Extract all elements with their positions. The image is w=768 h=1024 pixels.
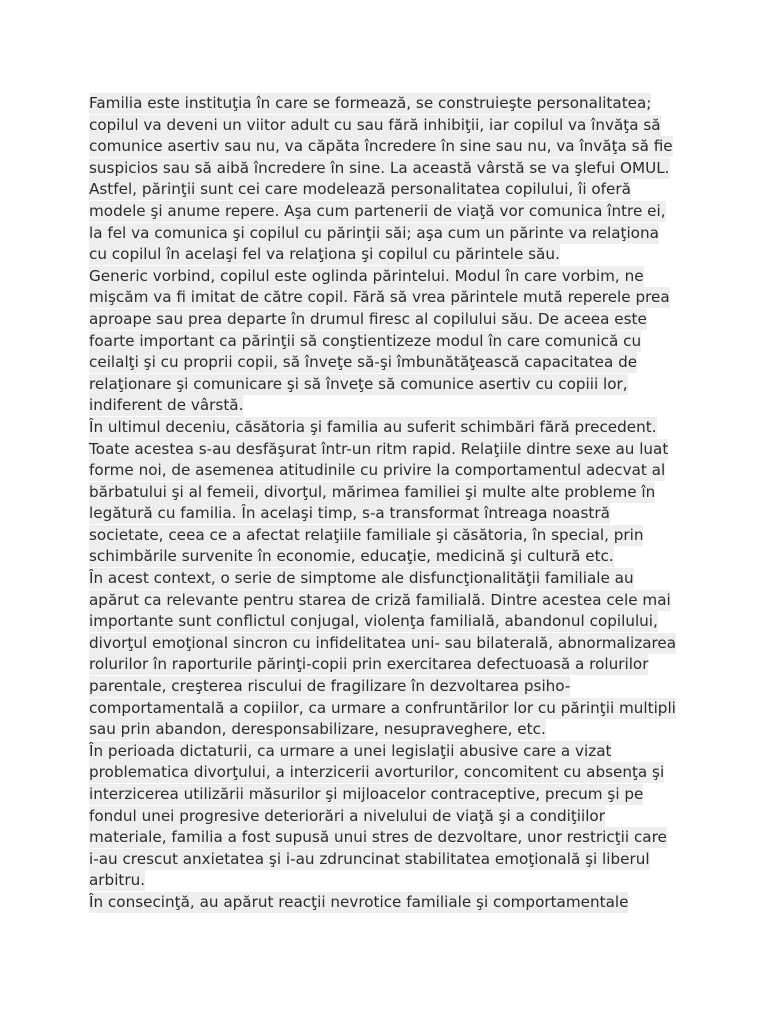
text-line: În ultimul deceniu, căsătoria şi familia au suferit schimbări fără precedent.	[89, 417, 657, 436]
text-line: importante sunt conflictul conjugal, violenţa familială, abandonul copilului,	[89, 612, 658, 631]
text-line: bărbatului şi al femeii, divorţul, mărimea familiei şi multe alte probleme în	[89, 482, 656, 501]
text-line: comportamentală a copiilor, ca urmare a confruntărilor lor cu părinţii multipli	[89, 698, 676, 717]
text-line: suspicios sau să aibă încredere în sine. La această vârstă se va şlefui OMUL.	[89, 158, 670, 177]
text-line: legătură cu familia. În acelaşi timp, s-a transformat întreaga noastră	[89, 504, 610, 523]
text-line: apărut ca relevante pentru starea de criză familială. Dintre acestea cele mai	[89, 590, 671, 609]
text-line: parentale, creşterea riscului de fragilizare în dezvoltarea psiho-	[89, 677, 571, 696]
text-line: cu copilul în acelaşi fel va relaţiona şi copilul cu părintele său.	[89, 245, 560, 264]
text-line: aproape sau prea departe în drumul firesc al copilului său. De aceea este	[89, 309, 647, 328]
text-line: i-au crescut anxietatea şi i-au zdruncinat stabilitatea emoţională şi liberul	[89, 849, 650, 868]
body-text	[89, 93, 689, 914]
text-line: Astfel, părinţii sunt cei care modelează personalitatea copilului, îi oferă	[89, 180, 631, 199]
text-line: mişcăm va fi imitat de către copil. Fără să vrea părintele mută reperele prea	[89, 288, 670, 307]
text-line: societate, ceea ce a afectat relaţiile familiale şi căsătoria, în special, prin	[89, 525, 644, 544]
text-line: modele şi anume repere. Aşa cum partenerii de viaţă vor comunica între ei,	[89, 201, 666, 220]
text-line: indiferent de vârstă.	[89, 396, 244, 415]
text-line: la fel va comunica şi copilul cu părinţii săi; aşa cum un părinte va relaţiona	[89, 223, 659, 242]
text-line: copilul va deveni un viitor adult cu sau fără inhibiţii, iar copilul va învăţa să	[89, 115, 661, 134]
text-line: În consecinţă, au apărut reacţii nevrotice familiale şi comportamentale	[89, 892, 629, 911]
text-line: comunice asertiv sau nu, va căpăta încredere în sine sau nu, va învăţa să fie	[89, 137, 673, 156]
text-line: Generic vorbind, copilul este oglinda părintelui. Modul în care vorbim, ne	[89, 266, 644, 285]
text-line: interzicerea utilizării măsurilor şi mijloacelor contraceptive, precum şi pe	[89, 785, 644, 803]
text-line: relaţionare şi comunicare şi să înveţe să comunice asertiv cu copiii lor,	[89, 374, 628, 393]
text-line: materiale, familia a fost supusă unui stres de dezvoltare, unor restricţii care	[89, 828, 667, 847]
text-line: ceilalţi şi cu proprii copii, să înveţe să-şi îmbunătăţească capacitatea de	[89, 353, 638, 372]
text-line: fondul unei progresive deteriorări a nivelului de viaţă şi a condiţiilor	[89, 806, 605, 825]
text-line: arbitru.	[89, 871, 146, 890]
text-line: problematica divorţului, a interzicerii avorturilor, concomitent cu absenţa şi	[89, 763, 665, 782]
text-line: În acest context, o serie de simptome ale disfuncţionalităţii familiale au	[89, 569, 634, 588]
text-line: În perioada dictaturii, ca urmare a unei legislaţii abusive care a vizat	[89, 741, 612, 760]
text-line: rolurilor în raporturile părinţi-copii prin exercitarea defectuoasă a rolurilor	[89, 655, 649, 674]
text-line: foarte important ca părinţii să conştientizeze modul în care comunică cu	[89, 331, 642, 350]
text-line: Familia este instituţia în care se formează, se construieşte personalitatea;	[89, 94, 652, 112]
text-line: schimbările survenite în economie, educaţie, medicină şi cultură etc.	[89, 547, 614, 566]
text-line: sau prin abandon, deresponsabilizare, nesupraveghere, etc.	[89, 720, 546, 739]
text-line: divorţul emoţional sincron cu infidelitatea uni- sau bilaterală, abnormalizarea	[89, 633, 677, 652]
text-line: Toate acestea s-au desfăşurat într-un ritm rapid. Relaţiile dintre sexe au luat	[89, 439, 669, 458]
text-line: forme noi, de asemenea atitudinile cu privire la comportamentul adecvat al	[89, 461, 666, 480]
